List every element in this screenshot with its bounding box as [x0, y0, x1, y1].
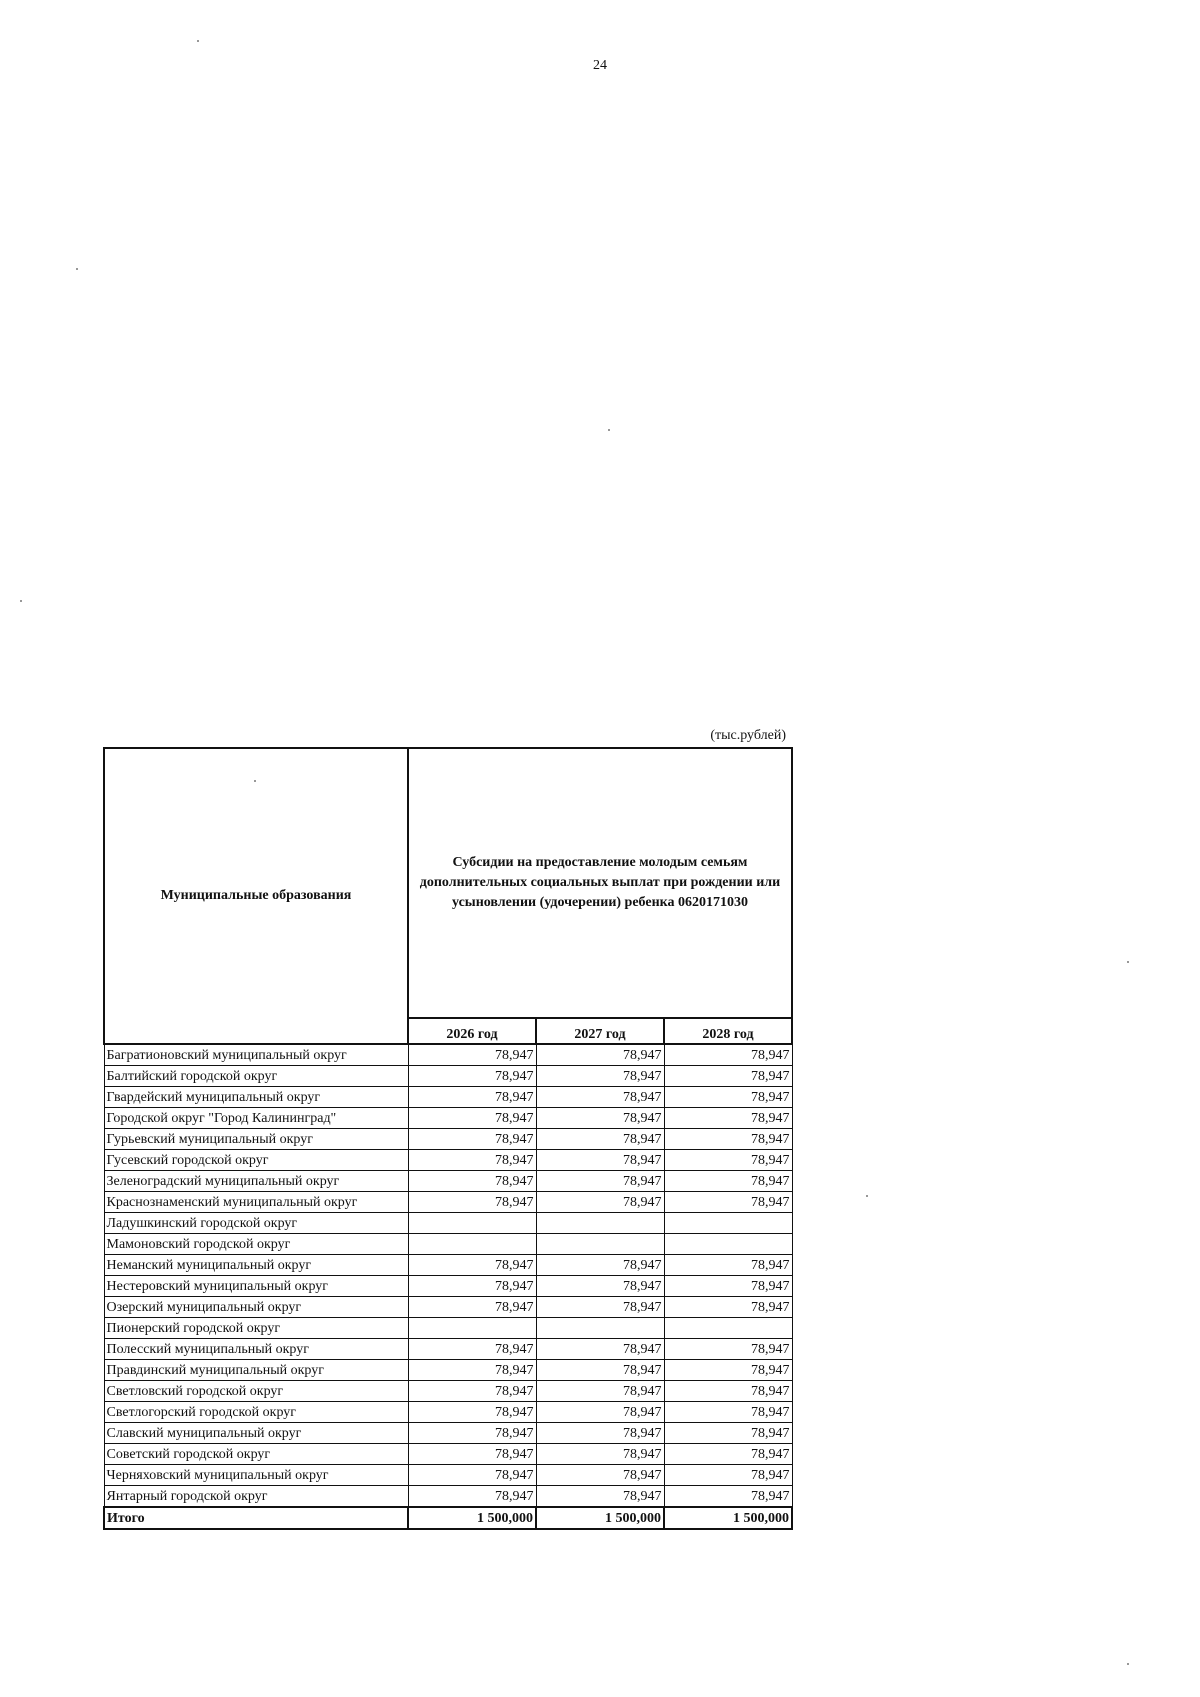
value-2028 — [664, 1234, 792, 1255]
value-2026: 78,947 — [408, 1339, 536, 1360]
value-2027: 78,947 — [536, 1486, 664, 1508]
table-row — [104, 1234, 792, 1255]
value-2027: 78,947 — [536, 1423, 664, 1444]
value-2026: 78,947 — [408, 1129, 536, 1150]
table-row — [104, 1150, 792, 1171]
table-row — [104, 1066, 792, 1087]
value-2027: 78,947 — [536, 1255, 664, 1276]
value-2028: 78,947 — [664, 1087, 792, 1108]
value-2027: 78,947 — [536, 1444, 664, 1465]
value-2028: 78,947 — [664, 1465, 792, 1486]
value-2026: 78,947 — [408, 1044, 536, 1066]
value-2027: 78,947 — [536, 1108, 664, 1129]
value-2028: 78,947 — [664, 1381, 792, 1402]
table-row — [104, 1465, 792, 1486]
value-2026 — [408, 1234, 536, 1255]
municipality-name: Озерский муниципальный округ — [104, 1297, 408, 1318]
table-row — [104, 1108, 792, 1129]
value-2027 — [536, 1318, 664, 1339]
value-2027: 78,947 — [536, 1276, 664, 1297]
municipality-name: Краснознаменский муниципальный округ — [104, 1192, 408, 1213]
municipality-name: Гурьевский муниципальный округ — [104, 1129, 408, 1150]
value-2026: 78,947 — [408, 1465, 536, 1486]
value-2026: 78,947 — [408, 1171, 536, 1192]
total-row — [104, 1507, 792, 1529]
value-2026: 78,947 — [408, 1297, 536, 1318]
value-2027 — [536, 1213, 664, 1234]
municipality-name: Неманский муниципальный округ — [104, 1255, 408, 1276]
table-row — [104, 1129, 792, 1150]
value-2026: 78,947 — [408, 1360, 536, 1381]
table-row — [104, 1381, 792, 1402]
value-2026: 78,947 — [408, 1108, 536, 1129]
value-2027 — [536, 1234, 664, 1255]
municipality-name: Нестеровский муниципальный округ — [104, 1276, 408, 1297]
header-year-2027: 2027 год — [536, 1018, 664, 1044]
value-2028: 78,947 — [664, 1255, 792, 1276]
value-2028: 78,947 — [664, 1129, 792, 1150]
value-2028 — [664, 1318, 792, 1339]
value-2026: 78,947 — [408, 1087, 536, 1108]
municipality-name: Полесский муниципальный округ — [104, 1339, 408, 1360]
municipality-name: Светловский городской округ — [104, 1381, 408, 1402]
value-2027: 78,947 — [536, 1044, 664, 1066]
table-row — [104, 1213, 792, 1234]
subsidy-table — [103, 747, 793, 1530]
value-2028: 78,947 — [664, 1444, 792, 1465]
value-2028: 78,947 — [664, 1044, 792, 1066]
value-2028: 78,947 — [664, 1297, 792, 1318]
municipality-name: Багратионовский муниципальный округ — [104, 1044, 408, 1066]
total-label: Итого — [104, 1507, 408, 1529]
municipality-name: Пионерский городской округ — [104, 1318, 408, 1339]
table-row — [104, 1339, 792, 1360]
table-row — [104, 1171, 792, 1192]
value-2027: 78,947 — [536, 1171, 664, 1192]
total-2027: 1 500,000 — [536, 1507, 664, 1529]
value-2027: 78,947 — [536, 1066, 664, 1087]
municipality-name: Балтийский городской округ — [104, 1066, 408, 1087]
value-2026: 78,947 — [408, 1066, 536, 1087]
table-row — [104, 1087, 792, 1108]
table-row — [104, 1255, 792, 1276]
total-2026: 1 500,000 — [408, 1507, 536, 1529]
value-2026 — [408, 1213, 536, 1234]
value-2026 — [408, 1318, 536, 1339]
value-2028: 78,947 — [664, 1171, 792, 1192]
municipality-name: Мамоновский городской округ — [104, 1234, 408, 1255]
header-year-2028: 2028 год — [664, 1018, 792, 1044]
value-2026: 78,947 — [408, 1192, 536, 1213]
value-2028: 78,947 — [664, 1423, 792, 1444]
municipality-name: Зеленоградский муниципальный округ — [104, 1171, 408, 1192]
header-year-2026: 2026 год — [408, 1018, 536, 1044]
value-2026: 78,947 — [408, 1486, 536, 1508]
value-2027: 78,947 — [536, 1339, 664, 1360]
value-2026: 78,947 — [408, 1381, 536, 1402]
value-2028: 78,947 — [664, 1276, 792, 1297]
table-row — [104, 1360, 792, 1381]
value-2028: 78,947 — [664, 1339, 792, 1360]
table-row — [104, 1192, 792, 1213]
municipality-name: Советский городской округ — [104, 1444, 408, 1465]
table-row — [104, 1444, 792, 1465]
table-row — [104, 1402, 792, 1423]
municipality-name: Гвардейский муниципальный округ — [104, 1087, 408, 1108]
table-row — [104, 1044, 792, 1066]
value-2026: 78,947 — [408, 1444, 536, 1465]
table-row — [104, 1276, 792, 1297]
municipality-name: Городской округ "Город Калининград" — [104, 1108, 408, 1129]
value-2028: 78,947 — [664, 1066, 792, 1087]
municipality-name: Светлогорский городской округ — [104, 1402, 408, 1423]
municipality-name: Правдинский муниципальный округ — [104, 1360, 408, 1381]
page-number: 24 — [593, 58, 607, 73]
municipality-name: Черняховский муниципальный округ — [104, 1465, 408, 1486]
header-subsidy: Субсидии на предоставление молодым семьям дополнительных социальных выплат при рождении или усыновлении (удочерении) ребенка 0620171030 — [408, 748, 792, 1018]
value-2026: 78,947 — [408, 1150, 536, 1171]
value-2027: 78,947 — [536, 1381, 664, 1402]
municipality-name: Гусевский городской округ — [104, 1150, 408, 1171]
value-2027: 78,947 — [536, 1297, 664, 1318]
value-2028: 78,947 — [664, 1192, 792, 1213]
table-row — [104, 1486, 792, 1508]
municipality-name: Славский муниципальный округ — [104, 1423, 408, 1444]
table-row — [104, 1297, 792, 1318]
value-2026: 78,947 — [408, 1255, 536, 1276]
value-2028: 78,947 — [664, 1402, 792, 1423]
table-body — [104, 1044, 792, 1507]
value-2028: 78,947 — [664, 1150, 792, 1171]
value-2026: 78,947 — [408, 1276, 536, 1297]
value-2026: 78,947 — [408, 1423, 536, 1444]
table-row — [104, 1318, 792, 1339]
value-2026: 78,947 — [408, 1402, 536, 1423]
value-2027: 78,947 — [536, 1192, 664, 1213]
units-note: (тыс.рублей) — [710, 728, 786, 743]
table-row — [104, 1423, 792, 1444]
value-2028: 78,947 — [664, 1486, 792, 1508]
municipality-name: Ладушкинский городской округ — [104, 1213, 408, 1234]
value-2028 — [664, 1213, 792, 1234]
value-2027: 78,947 — [536, 1087, 664, 1108]
header-municipality: Муниципальные образования — [104, 748, 408, 1044]
value-2027: 78,947 — [536, 1129, 664, 1150]
municipality-name: Янтарный городской округ — [104, 1486, 408, 1508]
value-2027: 78,947 — [536, 1465, 664, 1486]
value-2027: 78,947 — [536, 1402, 664, 1423]
value-2028: 78,947 — [664, 1108, 792, 1129]
value-2027: 78,947 — [536, 1150, 664, 1171]
value-2027: 78,947 — [536, 1360, 664, 1381]
total-2028: 1 500,000 — [664, 1507, 792, 1529]
value-2028: 78,947 — [664, 1360, 792, 1381]
